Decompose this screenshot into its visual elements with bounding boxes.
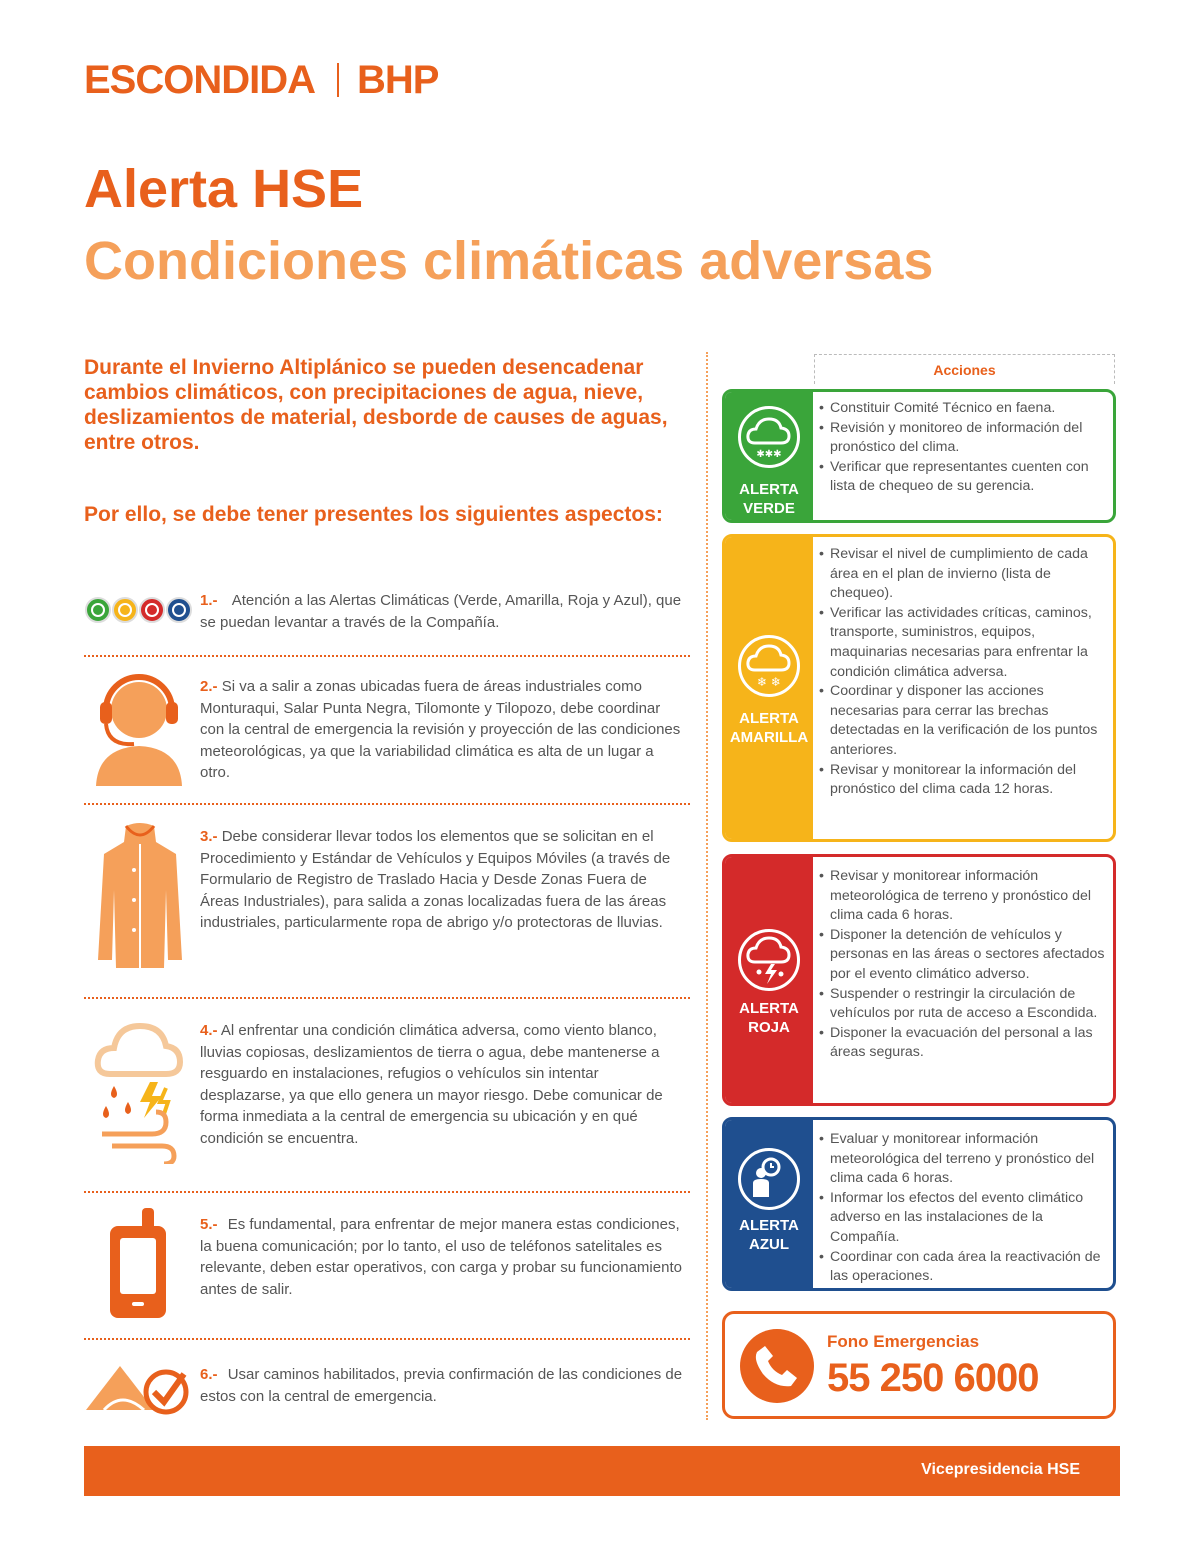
alert-verde: [722, 389, 1116, 523]
raincoat-icon: [96, 820, 184, 970]
emergency-phone-box: [722, 1311, 1116, 1419]
list-item: • Revisión y monitoreo de información del pronóstico del clima.: [818, 419, 1107, 458]
item-divider: [84, 803, 690, 805]
brand-escondida: ESCONDIDA: [84, 58, 316, 102]
list-item: • Verificar las actividades críticas, caminos, transporte, suministros, equipos, maquinarias necesarias para enfrentar la condición climática adversa.: [818, 604, 1107, 682]
footer-bar: [84, 1446, 1120, 1496]
intro-lead: Por ello, se debe tener presentes los siguientes aspectos:: [84, 503, 663, 526]
alert-roja-actions: [818, 867, 1107, 1063]
person-clock-icon: [738, 1148, 800, 1210]
item-4-number: 4.-: [200, 1022, 218, 1039]
list-item: • Disponer la evacuación del personal a las áreas seguras.: [818, 1024, 1107, 1063]
satellite-phone-icon: [108, 1206, 168, 1320]
actions-header: Acciones: [814, 354, 1115, 384]
cloud-storm-icon: [738, 929, 800, 991]
alert-verde-label: [725, 480, 813, 518]
alert-verde-label-2: VERDE: [743, 500, 795, 517]
brand-separator: [337, 63, 339, 97]
alert-roja-label-1: ALERTA: [739, 1000, 799, 1017]
brand-bhp: BHP: [357, 58, 439, 102]
item-6: [200, 1364, 685, 1407]
item-5-text: Es fundamental, para enfrentar de mejor manera estas condiciones, la buena comunicación; por lo tanto, el uso de teléfonos satelitales es relevante, deben estar operativos, con carga y probar su funcionamiento antes de salir.: [200, 1216, 682, 1298]
item-divider: [84, 1338, 690, 1340]
emergency-label: Fono Emergencias: [827, 1332, 980, 1351]
list-item: • Evaluar y monitorear información meteorológica del terreno y pronóstico del clima cada 6 horas.: [818, 1130, 1107, 1189]
item-3-text: Debe considerar llevar todos los elementos que se solicitan en el Procedimiento y Estándar de Vehículos y Equipos Móviles (a través de Formulario de Registro de Traslado Hacia y Desde Zonas Fuera de Áreas Industriales), para salida a zonas localizadas fuera de las áreas industriales, particularmente ropa de abrigo y/o protectoras de lluvias.: [200, 828, 671, 931]
list-item: • Coordinar con cada área la reactivación de las operaciones.: [818, 1248, 1107, 1287]
alert-verde-actions: [818, 399, 1107, 497]
cloud-snowflake-icon: [738, 635, 800, 697]
headset-operator-icon: [94, 668, 184, 786]
item-divider: [84, 1191, 690, 1193]
alert-azul-label-1: ALERTA: [739, 1217, 799, 1234]
svg-text:❄ ❄: ❄ ❄: [757, 675, 781, 689]
alert-azul-actions: [818, 1130, 1107, 1287]
intro-paragraph: Durante el Invierno Altiplánico se pueden desencadenar cambios climáticos, con precipitaciones de agua, nieve, deslizamientos de material, desborde de causes de aguas, entre otros.: [84, 356, 668, 454]
item-2-number: 2.-: [200, 678, 218, 695]
list-item: • Revisar el nivel de cumplimiento de cada área en el plan de invierno (lista de chequeo).: [818, 545, 1107, 604]
item-6-text: Usar caminos habilitados, previa confirmación de las condiciones de estos con la central de emergencia.: [200, 1366, 683, 1405]
list-item: • Disponer la detención de vehículos y personas en las áreas o sectores afectados por el evento climático adverso.: [818, 926, 1107, 985]
alert-amarilla-label-2: AMARILLA: [729, 729, 809, 746]
column-divider: [706, 352, 708, 1420]
svg-text:✱✱✱: ✱✱✱: [756, 449, 782, 460]
item-1-number: 1.-: [200, 592, 218, 609]
item-4-text: Al enfrentar una condición climática adversa, como viento blanco, lluvias copiosas, deslizamientos de tierra o agua, debe mantenerse a resguardo en instalaciones, refugios o vehículos sin intentar desplazarse, ya que ello genera un mayor riesgo. Debe comunicar de forma inmediata a la central de emergencia su ubicación y en qué condición se encuentra.: [200, 1022, 663, 1147]
item-divider: [84, 655, 690, 657]
alert-roja-label-2: ROJA: [748, 1019, 790, 1036]
alert-roja: [722, 854, 1116, 1106]
item-3: [200, 826, 685, 934]
phone-icon: [739, 1328, 815, 1404]
item-5-number: 5.-: [200, 1216, 218, 1233]
brand-logo: [84, 58, 438, 103]
page-title: Alerta HSE: [84, 159, 364, 219]
item-2: [200, 676, 685, 784]
road-check-icon: [84, 1360, 194, 1420]
item-1-text: Atención a las Alertas Climáticas (Verde, Amarilla, Roja y Azul), que se puedan levantar a través de la Compañía.: [200, 592, 682, 631]
list-item: • Coordinar y disponer las acciones necesarias para cerrar las brechas detectadas en la verificación de los puntos anteriores.: [818, 682, 1107, 760]
item-4: [200, 1020, 685, 1149]
alert-amarilla-label-1: ALERTA: [739, 710, 799, 727]
alert-badges-icon: [84, 595, 196, 625]
list-item: • Revisar y monitorear la información del pronóstico del clima cada 12 horas.: [818, 761, 1107, 800]
list-item: • Informar los efectos del evento climático adverso en las instalaciones de la Compañía.: [818, 1189, 1107, 1248]
alert-amarilla: [722, 534, 1116, 842]
item-2-text: Si va a salir a zonas ubicadas fuera de áreas industriales como Monturaqui, Salar Punta Negra, Tilomonte y Tilopozo, debe coordinar con la central de emergencia la revisión y proyección de las condiciones meteorológicas, ya que la variabilidad climática es alta de un lugar a otro.: [200, 678, 681, 781]
storm-icon: [92, 1014, 184, 1164]
alert-azul-label: [725, 1216, 813, 1254]
footer-text: Vicepresidencia HSE: [921, 1461, 1080, 1478]
alert-amarilla-label: [725, 709, 813, 747]
list-item: • Constituir Comité Técnico en faena.: [818, 399, 1107, 419]
alert-verde-label-1: ALERTA: [739, 481, 799, 498]
alert-azul: [722, 1117, 1116, 1291]
item-3-number: 3.-: [200, 828, 218, 845]
cloud-snow-icon: [738, 406, 800, 468]
item-5: [200, 1214, 685, 1300]
list-item: • Revisar y monitorear información meteorológica de terreno y pronóstico del clima cada 6 horas.: [818, 867, 1107, 926]
item-1: [200, 590, 685, 633]
item-divider: [84, 997, 690, 999]
alert-roja-label: [725, 999, 813, 1037]
list-item: • Verificar que representantes cuenten con lista de chequeo de su gerencia.: [818, 458, 1107, 497]
alert-azul-label-2: AZUL: [749, 1236, 789, 1253]
emergency-number: 55 250 6000: [827, 1356, 1039, 1400]
list-item: • Suspender o restringir la circulación de vehículos por ruta de acceso a Escondida.: [818, 985, 1107, 1024]
alert-amarilla-actions: [818, 545, 1107, 800]
item-6-number: 6.-: [200, 1366, 218, 1383]
page-subtitle: Condiciones climáticas adversas: [84, 231, 934, 291]
